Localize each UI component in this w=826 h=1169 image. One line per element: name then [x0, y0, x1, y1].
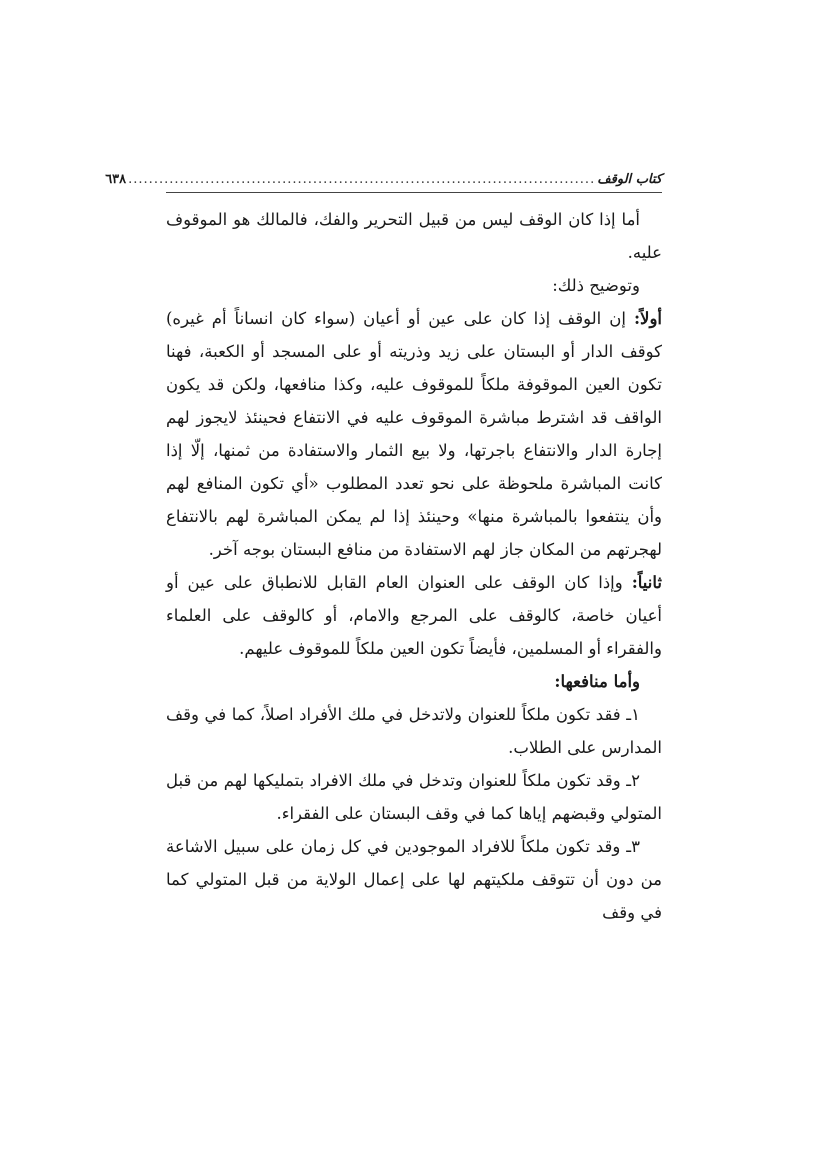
paragraph-explanation-intro [166, 269, 662, 302]
page-number: ٦٣٨ [105, 172, 127, 187]
body-text [166, 203, 662, 929]
book-title: كتاب الوقف [597, 172, 662, 187]
paragraph-intro [166, 203, 662, 269]
running-header [105, 170, 662, 193]
list-item-text: ١ـ فقد تكون ملكاً للعنوان ولاتدخل في ملك الأفراد اصلاً، كما في وقف المدارس على الطلاب. [166, 705, 662, 757]
list-item-text: ٢ـ وقد تكون ملكاً للعنوان وتدخل في ملك الافراد بتمليكها لهم من قبل المتولي وقبضهم إياها كما في وقف البستان على الفقراء. [166, 771, 662, 823]
paragraph-lead: ثانياً: [631, 573, 662, 592]
paragraph-text: وتوضيح ذلك: [552, 276, 640, 295]
paragraph-second [166, 566, 662, 665]
list-item-1 [166, 698, 662, 764]
leader-dots: ........................................................................................... [128, 172, 596, 187]
paragraph-lead: أولاً: [633, 309, 662, 328]
list-item-text: ٣ـ وقد تكون ملكاً للافراد الموجودين في كل زمان على سبيل الاشاعة من دون أن تتوقف ملكيتهم لها على إعمال الولاية من قبل المتولي كما في وقف [166, 837, 662, 922]
subheading-benefits [166, 665, 662, 698]
subheading-text: وأما منافعها: [554, 672, 640, 691]
paragraph-text: وإذا كان الوقف على العنوان العام القابل للانطباق على عين أو أعيان خاصة، كالوقف على المرجع والامام، أو كالوقف على العلماء والفقراء أو المسلمين، فأيضاً تكون العين ملكاً للموقوف عليهم. [166, 573, 662, 658]
list-item-2 [166, 764, 662, 830]
list-item-3 [166, 830, 662, 929]
paragraph-text: إن الوقف إذا كان على عين أو أعيان (سواء كان انساناً أم غيره) كوقف الدار أو البستان على زيد وذريته أو على المسجد أو الكعبة، فهنا تكون العين الموقوفة ملكاً للموقوف عليه، وكذا منافعها، ولكن قد يكون الواقف قد اشترط مباشرة الموقوف عليه في الانتفاع فحينئذ لايجوز لهم إجارة الدار والانتفاع باجرتها، ولا بيع الثمار والاستفادة من ثمنها، إلّا إذا كانت المباشرة ملحوظة على نحو تعدد المطلوب «أي تكون المنافع لهم وأن ينتفعوا بالمباشرة منها» وحينئذ إذا لم يمكن المباشرة لهم بالانتفاع لهجرتهم من المكان جاز لهم الاستفادة من منافع البستان بوجه آخر. [166, 309, 662, 559]
paragraph-first [166, 302, 662, 566]
paragraph-text: أما إذا كان الوقف ليس من قبيل التحرير والفك، فالمالك هو الموقوف عليه. [166, 210, 662, 262]
book-page [105, 170, 662, 929]
